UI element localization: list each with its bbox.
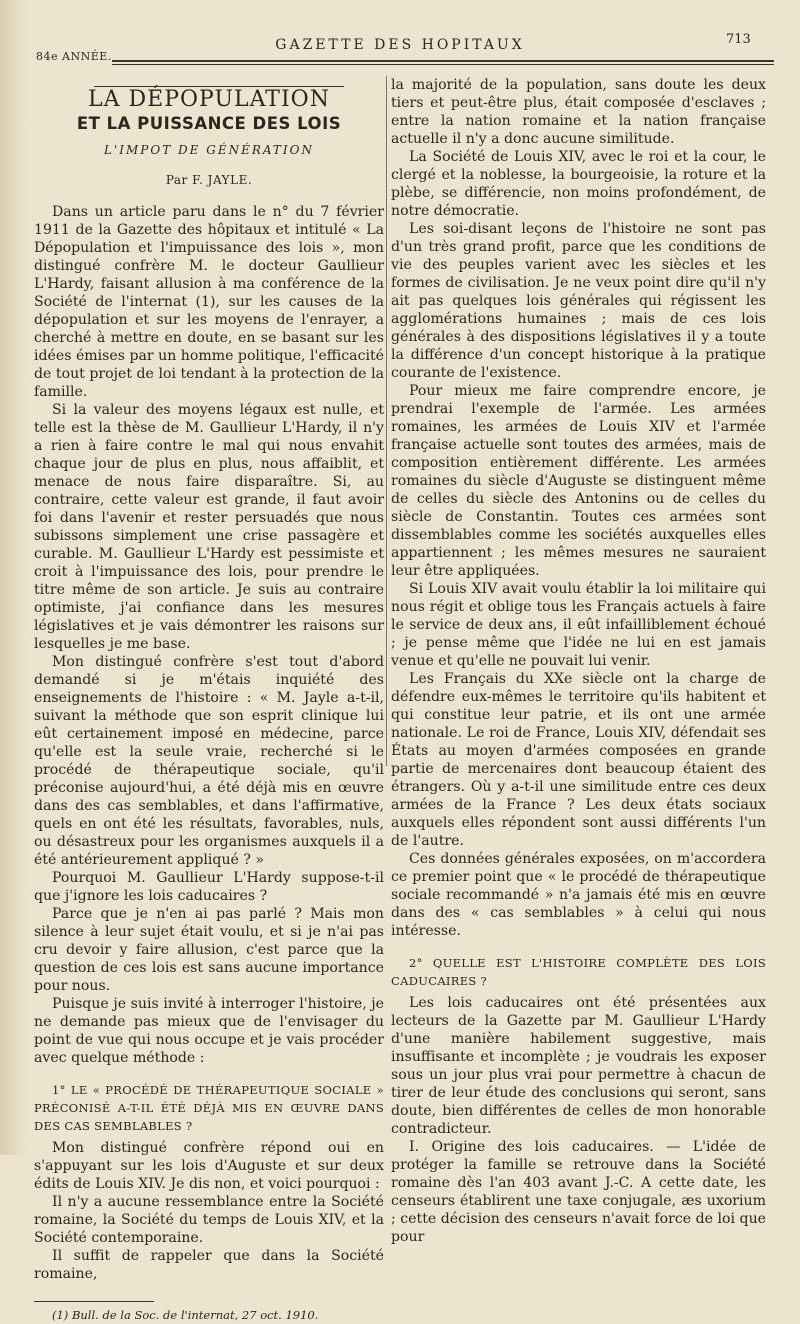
article-subtitle: L'IMPOT DE GÉNÉRATION [104, 143, 314, 157]
paragraph: Parce que je n'en ai pas parlé ? Mais mon silence à leur sujet était voulu, et si je n'ai pas cru devoir y faire allusion, c'est parce que la question de ces lois est sans aucune importance pour nous. [34, 906, 384, 994]
footnote: (1) Bull. de la Soc. de l'internat, 27 oct. 1910. [52, 1308, 319, 1322]
paragraph: Il suffit de rappeler que dans la Société romaine, [34, 1248, 384, 1282]
paragraph: Ces données générales exposées, on m'accordera ce premier point que « le procédé de thérapeutique sociale recommandé » n'a jamais été mis en œuvre dans des « cas semblables » à celui qui nous intéresse. [391, 851, 766, 939]
page-binding-shadow [0, 0, 26, 1155]
page-number: 713 [726, 32, 751, 47]
paragraph: Les soi-disant leçons de l'histoire ne sont pas d'un très grand profit, parce que les conditions de vie des peuples varient avec les siècles et les formes de civilisation. Je ne veux point dire qu'il n'y ait pas quelques lois générales qui régissent les agglomérations humaines ; mais de ces lois générales à des dispositions législatives il y a toute la différence d'un concept historique à la pratique courante de l'existence. [391, 221, 766, 381]
article-byline: Par F. JAYLE. [165, 173, 253, 187]
paragraph: Les lois caducaires ont été présentées aux lecteurs de la Gazette par M. Gaullieur L'Hardy d'une manière habilement suggestive, mais insuffisante et incomplète ; je voudrais les exposer sous un jour plus vrai pour permettre à chacun de tirer de leur étude des conclusions qui seront, sans doute, bien différentes de celles de mon honorable contradicteur. [391, 995, 766, 1137]
edition-label: 84e ANNÉE. [36, 50, 112, 63]
section-heading: 2° QUELLE EST L'HISTOIRE COMPLÈTE DES LOIS CADUCAIRES ? [391, 956, 766, 988]
section-heading: 1° LE « PROCÉDÉ DE THÉRAPEUTIQUE SOCIALE » PRÉCONISÉ A-T-IL ÉTÉ DÉJÀ MIS EN ŒUVRE DANS DES CAS SEMBLABLES ? [34, 1083, 384, 1133]
article-title: LA DÉPOPULATION [88, 87, 330, 112]
paragraph: Puisque je suis invité à interroger l'histoire, je ne demande pas mieux que de l'envisager du point de vue qui nous occupe et je vais procéder avec quelque méthode : [34, 996, 384, 1066]
paragraph: Si la valeur des moyens légaux est nulle, et telle est la thèse de M. Gaullieur L'Hardy, il n'y a rien à faire contre le mal qui nous envahit chaque jour de plus en plus, nous affaiblit, et menace de nous faire disparaître. Si, au contraire, cette valeur est grande, il faut avoir foi dans l'avenir et rester persuadés que nous subissons simplement une crise passagère et curable. M. Gaullieur L'Hardy est pessimiste et croit à l'impuissance des lois, pour prendre le titre même de son article. Je suis au contraire optimiste, j'ai confiance dans les mesures législatives et je vais démontrer les raisons sur lesquelles je me base. [34, 402, 384, 652]
paragraph: Pourquoi M. Gaullieur L'Hardy suppose-t-il que j'ignore les lois caducaires ? [34, 870, 384, 904]
paragraph: La Société de Louis XIV, avec le roi et la cour, le clergé et la noblesse, la bourgeoisie, la roture et la plèbe, se différencie, non moins profondément, de notre démocratie. [391, 149, 766, 219]
paragraph: Pour mieux me faire comprendre encore, je prendrai l'exemple de l'armée. Les armées romaines, les armées de Louis XIV et l'armée française actuelle sont toutes des armées, mais de composition entièrement différente. Les armées romaines du siècle d'Auguste se distinguent même de celles du siècle des Antonins ou de celles du siècle de Constantin. Toutes ces armées sont dissemblables comme les sociétés auxquelles elles appartiennent ; les mêmes mesures ne sauraient leur être appliquées. [391, 383, 766, 579]
paragraph: Il n'y a aucune ressemblance entre la Société romaine, la Société du temps de Louis XIV, et la Société contemporaine. [34, 1194, 384, 1246]
header-rule-thin [112, 64, 774, 65]
paragraph: Si Louis XIV avait voulu établir la loi militaire qui nous régit et oblige tous les Français actuels à faire le service de deux ans, il eût infailliblement échoué ; je pense même que l'idée ne lui en est jamais venue et qu'elle ne pouvait lui venir. [391, 581, 766, 669]
header-rule [112, 60, 774, 62]
paragraph: Dans un article paru dans le n° du 7 février 1911 de la Gazette des hôpitaux et intitulé « La Dépopulation et l'impuissance des lois », mon distingué confrère M. le docteur Gaullieur L'Hardy, faisant allusion à ma conférence de la Société de l'internat (1), sur les causes de la dépopulation et sur les moyens de l'enrayer, a cherché à mettre en doute, en se basant sur les idées émises par un homme politique, l'efficacité de tout projet de loi tendant à la protection de la famille. [34, 204, 384, 400]
left-column [34, 86, 384, 1324]
paragraph: Mon distingué confrère s'est tout d'abord demandé si je m'étais inquiété des enseignements de l'histoire : « M. Jayle a-t-il, suivant la méthode que son esprit clinique lui eût certainement imposé en médecine, parce qu'elle est la seule vraie, recherché si le procédé de thérapeutique sociale, qu'il préconise aujourd'hui, a été déjà mis en œuvre dans des cas semblables, et dans l'affirmative, quels en ont été les résultats, favorables, nuls, ou désastreux pour les organismes auxquels il a été antérieurement appliqué ? » [34, 654, 384, 868]
column-divider [386, 76, 387, 766]
journal-title: GAZETTE DES HOPITAUX [275, 37, 525, 53]
paragraph: Mon distingué confrère répond oui en s'appuyant sur les lois d'Auguste et sur deux édits de Louis XIV. Je dis non, et voici pourquoi : [34, 1140, 384, 1192]
paragraph: I. Origine des lois caducaires. — L'idée de protéger la famille se retrouve dans la Société romaine dès l'an 403 avant J.-C. A cette date, les censeurs établirent une taxe conjugale, æs uxorium ; cette décision des censeurs n'avait force de loi que pour [391, 1139, 766, 1245]
footnote-rule [34, 1301, 154, 1302]
paragraph: la majorité de la population, sans doute les deux tiers et peut-être plus, était composée d'esclaves ; entre la nation romaine et la nation française actuelle il n'y a donc aucune similitude. [391, 77, 766, 147]
paragraph: Les Français du XXe siècle ont la charge de défendre eux-mêmes le territoire qu'ils habitent et qui constitue leur patrie, et ils ont une armée nationale. Le roi de France, Louis XIV, défendait ses États au moyen d'armées composées en grande partie de mercenaires dont beaucoup étaient des étrangers. Où y a-t-il une similitude entre ces deux armées de la France ? Les deux états sociaux auxquels elles répondent sont aussi différents l'un de l'autre. [391, 671, 766, 849]
article-title-line2: ET LA PUISSANCE DES LOIS [76, 114, 342, 133]
right-column [391, 76, 766, 1246]
